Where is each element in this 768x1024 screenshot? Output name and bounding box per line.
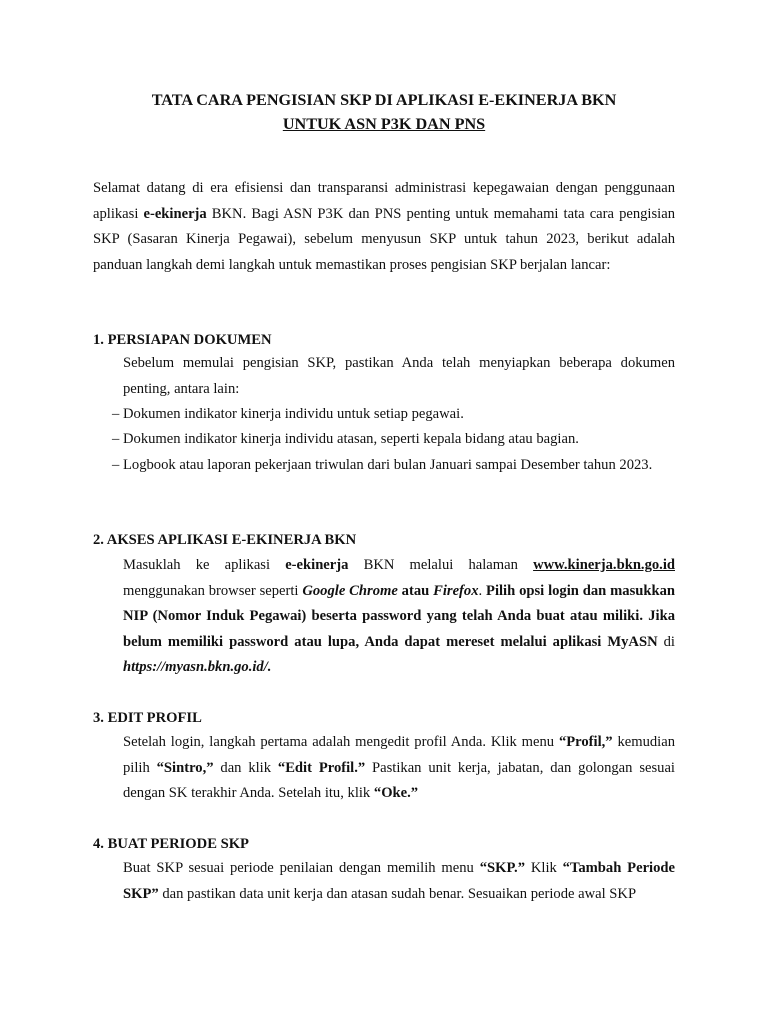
list-item <box>112 453 682 478</box>
section-2-text: Masuklah ke aplikasi <box>123 557 286 573</box>
section-3-heading: 3. EDIT PROFIL <box>93 710 202 726</box>
menu-profil: “Profil,” <box>558 734 613 750</box>
list-item-text: Dokumen indikator kinerja individu untuk setiap pegawai. <box>123 406 464 422</box>
section-4-text: Klik <box>525 860 563 876</box>
browser-chrome: Google Chrome <box>302 582 398 599</box>
myasn-link[interactable]: https://myasn.bkn.go.id/. <box>123 659 272 676</box>
intro-text: Selamat datang di era efisiensi dan transparansi administrasi kepegawaian dengan penggunaan aplikasi <box>93 180 675 222</box>
intro-app-name: e-ekinerja <box>143 205 207 222</box>
list-item-text: Logbook atau laporan pekerjaan triwulan dari bulan Januari sampai Desember tahun 2023. <box>123 456 653 473</box>
browser-firefox: Firefox <box>433 582 479 599</box>
section-1-heading: 1. PERSIAPAN DOKUMEN <box>93 332 272 348</box>
section-4-text: Buat SKP sesuai periode penilaian dengan memilih menu <box>123 860 480 876</box>
title-line-1: TATA CARA PENGISIAN SKP DI APLIKASI E-EKINERJA BKN <box>151 91 617 109</box>
section-2-text: . <box>478 582 487 599</box>
title-line-2: UNTUK ASN P3K DAN PNS <box>282 115 486 133</box>
menu-skp: “SKP.” <box>479 860 525 876</box>
section-2-text: menggunakan browser seperti <box>123 582 303 599</box>
app-name: e-ekinerja <box>285 557 349 573</box>
login-instructions: Pilih opsi login dan masukkan NIP (Nomor Induk Pegawai) beserta password yang telah Anda buat atau miliki. Jika belum memiliki password atau lupa, Anda dapat mereset melalui aplikasi MyASN <box>123 582 676 650</box>
list-item-text: Dokumen indikator kinerja individu atasan, seperti kepala bidang atau bagian. <box>123 431 579 448</box>
section-4-heading: 4. BUAT PERIODE SKP <box>93 836 249 852</box>
dash-marker: – <box>112 456 120 473</box>
section-3-text: dan klik <box>213 759 278 776</box>
menu-oke: “Oke.” <box>373 785 419 802</box>
dash-marker: – <box>112 431 120 448</box>
section-2-conjunction: atau <box>397 582 434 599</box>
menu-tambah-periode: “Tambah Periode SKP” <box>123 860 675 902</box>
list-item <box>112 402 682 427</box>
section-3-text: Pastikan unit kerja, jabatan, dan golongan sesuai dengan SK terakhir Anda. Setelah itu, klik <box>123 759 675 802</box>
section-2-text: BKN melalui halaman <box>348 557 534 573</box>
menu-sintro: “Sintro,” <box>156 759 214 776</box>
section-1-body: Sebelum memulai pengisian SKP, pastikan Anda telah menyiapkan beberapa dokumen penting, antara lain: <box>123 355 675 397</box>
intro-paragraph <box>93 176 675 278</box>
section-1-bullet-list <box>112 402 682 478</box>
intro-text-2: BKN. Bagi ASN P3K dan PNS penting untuk memahami tata cara pengisian SKP (Sasaran Kinerja Pegawai), sebelum menyusun SKP untuk tahun 2023, berikut adalah panduan langkah demi langkah untuk memastikan proses pengisian SKP berjalan lancar: <box>93 205 675 273</box>
section-2-body <box>123 553 675 681</box>
dash-marker: – <box>112 406 120 422</box>
section-3-text: kemudian pilih <box>123 734 675 776</box>
section-4-body <box>123 856 675 907</box>
section-3-text: Setelah login, langkah pertama adalah mengedit profil Anda. Klik menu <box>123 734 559 750</box>
menu-edit-profil: “Edit Profil.” <box>277 759 366 776</box>
section-3-body <box>123 730 675 807</box>
document-title <box>60 88 708 136</box>
list-item <box>112 427 682 452</box>
section-2-text: di <box>657 633 675 650</box>
section-2-heading: 2. AKSES APLIKASI E-EKINERJA BKN <box>93 532 357 548</box>
kinerja-link[interactable]: www.kinerja.bkn.go.id <box>533 557 675 573</box>
section-4-text: dan pastikan data unit kerja dan atasan sudah benar. Sesuaikan periode awal SKP <box>158 885 637 902</box>
